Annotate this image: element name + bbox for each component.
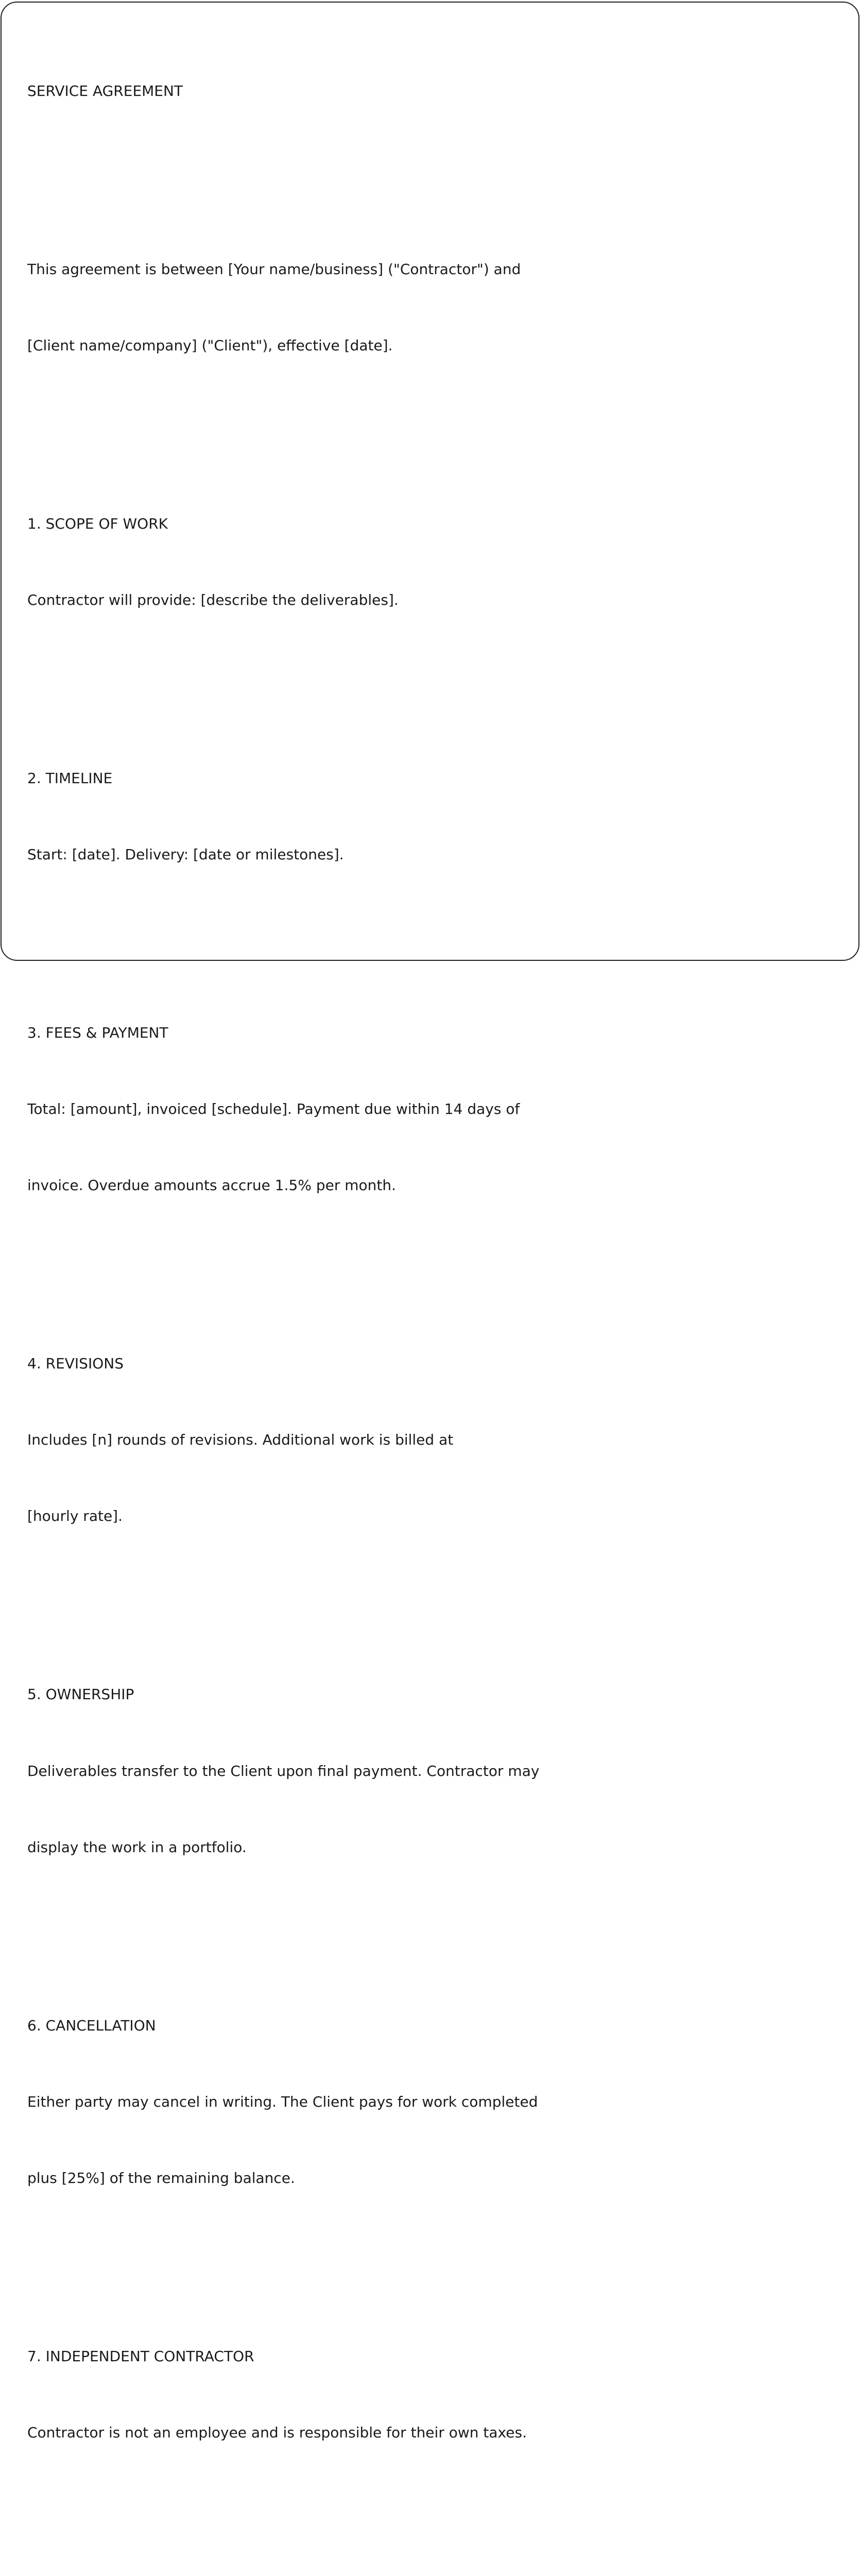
agreement-text (27, 27, 594, 2576)
spacer (27, 1580, 594, 1605)
spacer (27, 409, 594, 434)
section-heading-scope: 1. SCOPE OF WORK (27, 515, 168, 532)
section-heading-revisions: 4. REVISIONS (27, 1355, 124, 1372)
spacer (27, 155, 594, 180)
section-heading-independent-contractor: 7. INDEPENDENT CONTRACTOR (27, 2347, 254, 2365)
section-text-revisions: Includes [n] rounds of revisions. Additional work is billed at (27, 1431, 454, 1449)
section-heading-ownership: 5. OWNERSHIP (27, 1686, 134, 1703)
spacer (27, 1911, 594, 1936)
section-text-timeline: Start: [date]. Delivery: [date or milestones]. (27, 845, 344, 863)
intro-line: [Client name/company] ("Client"), effective [date]. (27, 336, 393, 354)
document-card (1, 2, 859, 2442)
section-text-independent-contractor: Contractor is not an employee and is responsible for their own taxes. (27, 2424, 527, 2442)
intro-line: This agreement is between [Your name/business] ("Contractor") and (27, 260, 521, 278)
document-title: SERVICE AGREEMENT (27, 82, 183, 99)
section-text-fees: invoice. Overdue amounts accrue 1.5% per month. (27, 1177, 397, 1194)
spacer (27, 2496, 594, 2521)
section-heading-cancellation: 6. CANCELLATION (27, 2016, 156, 2034)
section-heading-fees: 3. FEES & PAYMENT (27, 1024, 168, 1041)
section-text-cancellation: plus [25%] of the remaining balance. (27, 2170, 295, 2187)
section-text-scope: Contractor will provide: [describe the deliverables]. (27, 591, 399, 608)
section-text-revisions: [hourly rate]. (27, 1507, 123, 1525)
spacer (27, 918, 594, 943)
spacer (27, 2242, 594, 2267)
section-text-ownership: display the work in a portfolio. (27, 1838, 247, 1856)
section-text-ownership: Deliverables transfer to the Client upon final payment. Contractor may (27, 1762, 540, 1780)
spacer (27, 664, 594, 689)
section-text-fees: Total: [amount], invoiced [schedule]. Payment due within 14 days of (27, 1100, 520, 1117)
section-text-cancellation: Either party may cancel in writing. The Client pays for work completed (27, 2093, 538, 2110)
section-heading-timeline: 2. TIMELINE (27, 769, 113, 787)
spacer (27, 1249, 594, 1274)
